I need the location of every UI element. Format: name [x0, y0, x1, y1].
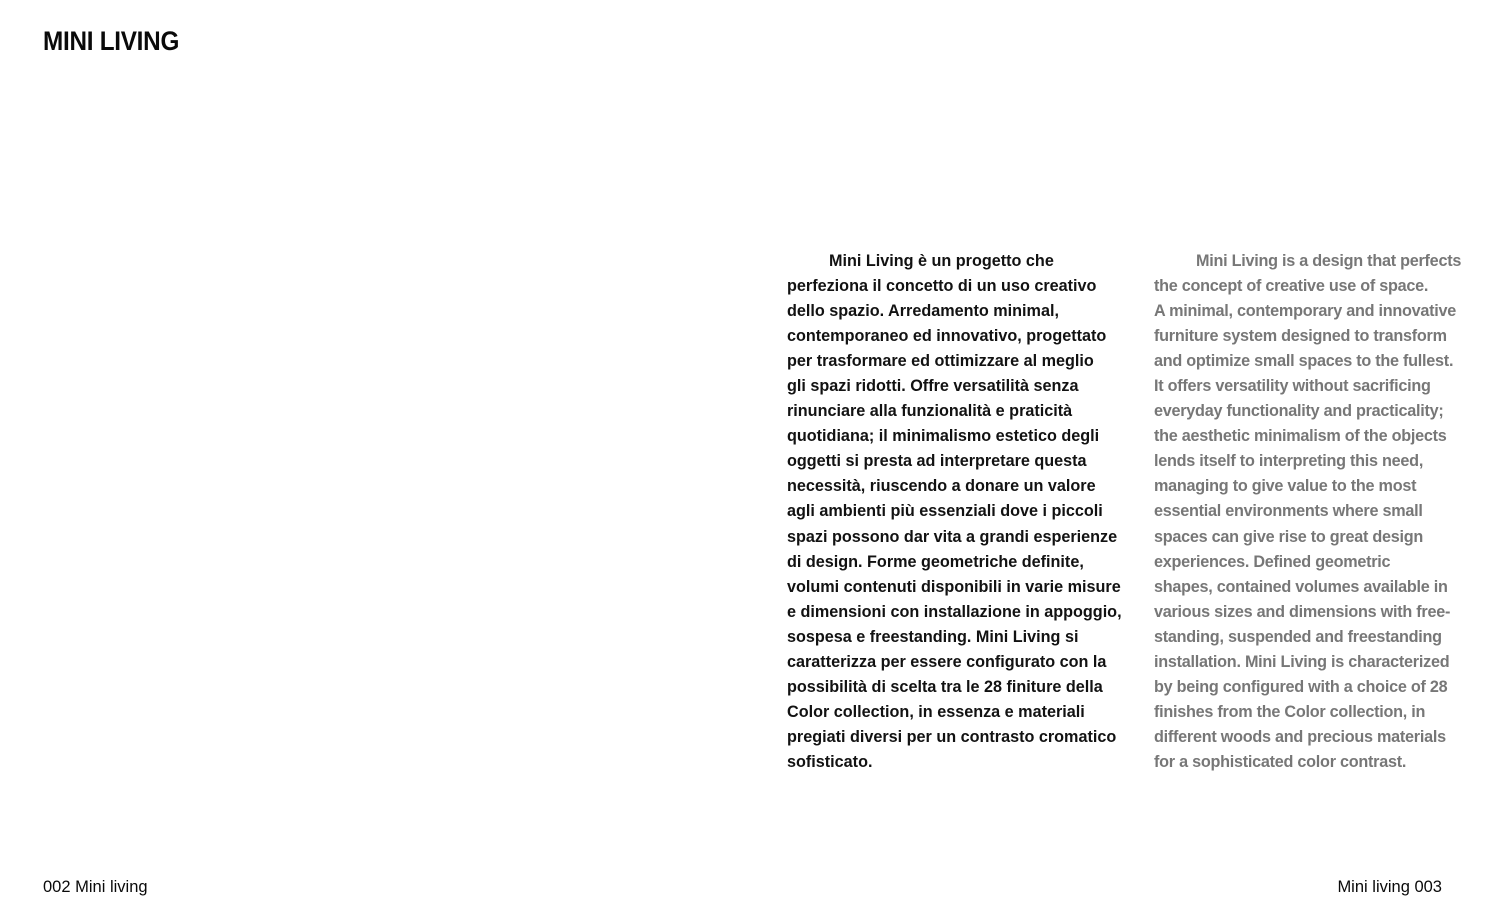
page-number-left: 002 Mini living — [43, 878, 148, 896]
english-text-line: the concept of creative use of space. — [1154, 277, 1429, 296]
english-text-line: and optimize small spaces to the fullest. — [1154, 352, 1454, 371]
italian-text-line: volumi contenuti disponibili in varie misure — [787, 577, 1121, 596]
italian-text-line: spazi possono dar vita a grandi esperienze — [787, 527, 1118, 546]
english-text-line: finishes from the Color collection, in — [1154, 702, 1426, 721]
english-text-line: the aesthetic minimalism of the objects — [1154, 427, 1447, 446]
english-text-line: It offers versatility without sacrificing — [1154, 377, 1431, 396]
english-text-column — [1154, 249, 1461, 775]
english-text-line: furniture system designed to transform — [1154, 327, 1447, 346]
english-text-line: for a sophisticated color contrast. — [1154, 752, 1407, 771]
italian-text-line: gli spazi ridotti. Offre versatilità senza — [787, 377, 1079, 396]
italian-text-line: sospesa e freestanding. Mini Living si — [787, 627, 1079, 646]
english-text-line: standing, suspended and freestanding — [1154, 627, 1442, 646]
italian-text-line: Color collection, in essenza e materiali — [787, 702, 1085, 721]
italian-text-line: e dimensioni con installazione in appoggio, — [787, 602, 1122, 621]
english-text-line: essential environments where small — [1154, 502, 1423, 521]
italian-text-line: di design. Forme geometriche definite, — [787, 552, 1084, 571]
page-title: MINI LIVING — [43, 26, 180, 56]
italian-text-line: quotidiana; il minimalismo estetico degli — [787, 427, 1100, 446]
english-text-line: by being configured with a choice of 28 — [1154, 677, 1448, 696]
italian-text-line: dello spazio. Arredamento minimal, — [787, 302, 1059, 321]
italian-text-line: possibilità di scelta tra le 28 finiture della — [787, 677, 1103, 696]
italian-text-line: perfeziona il concetto di un uso creativo — [787, 277, 1097, 296]
italian-text-line: oggetti si presta ad interpretare questa — [787, 452, 1087, 471]
italian-text-column — [787, 249, 1122, 775]
italian-text-line: Mini Living è un progetto che — [829, 252, 1054, 270]
english-text-line: Mini Living is a design that perfects — [1196, 252, 1462, 270]
english-text-line: various sizes and dimensions with free- — [1154, 602, 1451, 621]
english-text-line: experiences. Defined geometric — [1154, 552, 1391, 571]
english-text-line: everyday functionality and practicality; — [1154, 402, 1444, 421]
italian-text-line: agli ambienti più essenziali dove i piccoli — [787, 502, 1103, 521]
english-text-line: lends itself to interpreting this need, — [1154, 452, 1424, 471]
english-text-line: spaces can give rise to great design — [1154, 527, 1424, 546]
italian-text-line: necessità, riuscendo a donare un valore — [787, 477, 1096, 496]
italian-text-line: rinunciare alla funzionalità e praticità — [787, 402, 1073, 421]
english-text-line: different woods and precious materials — [1154, 727, 1446, 746]
italian-text-line: pregiati diversi per un contrasto cromatico — [787, 727, 1117, 746]
italian-text-line: contemporaneo ed innovativo, progettato — [787, 327, 1107, 346]
italian-text-line: sofisticato. — [787, 752, 873, 771]
english-text-line: installation. Mini Living is characterized — [1154, 652, 1450, 671]
english-text-line: A minimal, contemporary and innovative — [1154, 302, 1457, 321]
page-number-right: Mini living 003 — [1337, 878, 1442, 896]
italian-text-line: caratterizza per essere configurato con la — [787, 652, 1107, 671]
english-text-line: managing to give value to the most — [1154, 477, 1417, 496]
english-text-line: shapes, contained volumes available in — [1154, 577, 1448, 596]
italian-text-line: per trasformare ed ottimizzare al meglio — [787, 352, 1094, 371]
